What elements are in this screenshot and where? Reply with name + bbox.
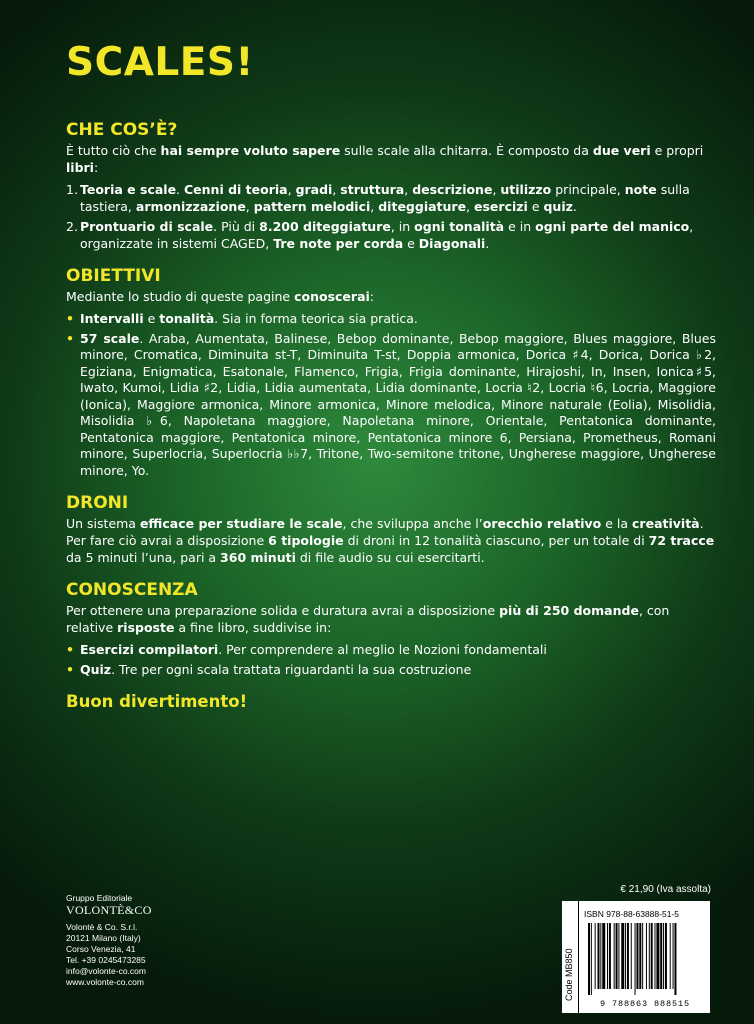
text-run: sulla tastiera, <box>80 182 690 214</box>
text-run: di droni in 12 tonalità ciascuno, per un totale di <box>343 533 649 548</box>
barcode-bar <box>656 923 659 989</box>
barcode-digits: 9 788863 888515 <box>599 999 690 1009</box>
text-run: a fine libro, suddivise in: <box>174 620 332 635</box>
back-cover-content <box>66 120 716 711</box>
text-run: , <box>466 198 475 214</box>
section-obiettivi <box>66 266 716 479</box>
bullet-icon: • <box>66 642 74 657</box>
section-body <box>66 515 716 566</box>
section-heading: OBIETTIVI <box>66 266 161 286</box>
emphasis-text: hai sempre voluto sapere <box>160 143 341 158</box>
text-run: di file audio su cui esercitarti. <box>295 550 485 565</box>
list-item-text <box>80 219 693 251</box>
text-run: . <box>485 235 490 251</box>
section-droni <box>66 493 716 566</box>
text-run: : <box>93 160 99 175</box>
emphasis-text: Teoria e scale <box>80 182 177 197</box>
barcode-bar <box>670 923 671 989</box>
text-run: e <box>403 235 419 251</box>
barcode-bar <box>663 923 664 989</box>
section-che-cose <box>66 120 716 252</box>
section-intro <box>66 142 716 176</box>
emphasis-text: gradi <box>295 182 333 197</box>
barcode-bar <box>621 923 624 989</box>
emphasis-text: risposte <box>117 620 175 635</box>
publisher-line: 20121 Milano (Italy) <box>66 933 141 943</box>
emphasis-text: descrizione <box>412 182 493 197</box>
text-run: Un sistema <box>66 516 140 531</box>
barcode-bar <box>635 923 636 995</box>
barcode-bar <box>598 923 600 989</box>
text-run: . Sia in forma teorica sia pratica. <box>214 311 418 326</box>
text-run: . Per fare ciò avrai a disposizione <box>66 516 704 548</box>
emphasis-text: armonizzazione <box>135 198 246 214</box>
bullet-list <box>66 311 716 479</box>
publisher-line: Corso Venezia, 41 <box>66 944 136 954</box>
book-title: SCALES! <box>66 40 254 85</box>
price-label: € 21,90 (Iva assolta) <box>620 884 711 895</box>
text-run: e propri <box>650 143 704 158</box>
emphasis-text: ogni parte del manico <box>535 219 690 234</box>
emphasis-text: Cenni di teoria <box>184 182 288 197</box>
publisher-line: Tel. +39 0245473285 <box>66 955 146 965</box>
list-number: 2. <box>66 219 78 234</box>
emphasis-text: ogni tonalità <box>414 219 505 234</box>
list-item <box>66 642 716 659</box>
emphasis-text: note <box>624 182 657 197</box>
barcode-bar <box>639 923 641 989</box>
text-run: . Araba, Aumentata, Balinese, Bebop dominante, Bebop maggiore, Blues maggiore, Blues minore, Cromatica, Diminuita st-T, Diminuita T-st, Doppia armonica, Dorica ♯4, Dorica, Dorica ♭2, Egiziana, Enigmatica, Esatonale, Flamenco, Frigia, Frigia dominante, Hirajoshi, In, Insen, Ionica♯5, Iwato, Kumoi, Lidia ♯2, Lidia, Lidia aumentata, Lidia dominante, Locria ♮2, Locria ♮6, Locria, Maggiore (Ionica), Maggiore armonica, Minore armonica, Minore melodica, Minore naturale (Eolia), Misolidia, Misolidia ♭6, Napoletana maggiore, Napoletana minore, Orientale, Pentatonica dominante, Pentatonica maggiore, Pentatonica minore, Pentatonica minore 6, Persiana, Prometheus, Romani minore, Superlocria, Superlocria ♭♭7, Tritone, Two-semitone tritone, Ungherese maggiore, Ungherese minore, Yo. <box>80 330 716 478</box>
text-run: , organizzate in sistemi CAGED, <box>80 219 694 251</box>
numbered-list <box>66 182 716 252</box>
section-intro <box>66 602 716 636</box>
barcode-bar <box>588 923 590 995</box>
emphasis-text: 360 minuti <box>220 550 296 565</box>
list-number: 1. <box>66 182 78 197</box>
product-code-text: Code MB850 <box>564 948 574 1001</box>
emphasis-text: utilizzo <box>500 182 552 197</box>
text-run: , <box>404 182 413 197</box>
barcode-bar <box>616 923 618 989</box>
text-run: : <box>369 289 375 304</box>
text-run: . Per comprendere al meglio le Nozioni fondamentali <box>218 642 547 657</box>
list-item <box>66 219 716 252</box>
text-run: , che sviluppa anche l’ <box>342 516 483 531</box>
emphasis-text: Diagonali <box>418 235 486 251</box>
barcode-box <box>562 901 710 1013</box>
barcode-bar <box>651 923 653 989</box>
list-item-text <box>80 642 547 657</box>
text-run: Per ottenere una preparazione solida e duratura avrai a disposizione <box>66 603 500 618</box>
emphasis-text: Tre note per corda <box>273 235 404 251</box>
barcode-bar <box>614 923 615 989</box>
barcode-bar <box>627 923 629 989</box>
text-run: , in <box>390 219 415 234</box>
text-run: . Tre per ogni scala trattata riguardanti la sua costruzione <box>111 661 472 677</box>
barcode-bar <box>602 923 605 989</box>
publisher-line: Volontè & Co. S.r.l. <box>66 922 138 932</box>
list-item <box>66 662 716 679</box>
text-run: , <box>245 198 254 214</box>
text-run: , <box>492 182 501 197</box>
text-run: e <box>527 198 544 214</box>
list-item <box>66 182 716 215</box>
publisher-line: info@volonte-co.com <box>66 966 146 976</box>
bullet-icon: • <box>66 661 74 677</box>
text-run: , <box>287 182 296 197</box>
text-run: . Più di <box>213 219 260 234</box>
text-run: e <box>143 311 160 326</box>
barcode-bar <box>631 923 632 989</box>
barcode-bar <box>660 923 662 989</box>
section-heading: DRONI <box>66 493 129 513</box>
closing-line: Buon divertimento! <box>66 692 248 711</box>
bullet-icon: • <box>66 330 74 346</box>
barcode-bar <box>595 923 596 989</box>
section-heading: CHE COS’È? <box>66 120 178 140</box>
text-run: , <box>370 198 379 214</box>
emphasis-text: struttura <box>340 182 405 197</box>
product-code <box>562 901 579 1013</box>
barcode-bar <box>609 923 611 989</box>
publisher-info <box>66 893 152 988</box>
emphasis-text: Intervalli <box>80 311 144 326</box>
emphasis-text: due veri <box>592 143 651 158</box>
emphasis-text: pattern melodici <box>253 198 371 214</box>
text-run: Mediante lo studio di queste pagine <box>66 289 295 304</box>
text-run: sulle scale alla chitarra. È composto da <box>340 143 593 158</box>
emphasis-text: Esercizi compilatori <box>80 642 219 657</box>
list-item-text <box>80 662 471 677</box>
section-conoscenza <box>66 580 716 678</box>
emphasis-text: più di 250 domande <box>499 603 639 618</box>
emphasis-text: orecchio relativo <box>482 516 602 531</box>
barcode-bar <box>636 923 638 989</box>
emphasis-text: esercizi <box>474 198 528 214</box>
emphasis-text: 72 tracce <box>648 533 715 548</box>
barcode-bar <box>649 923 650 989</box>
text-run: È tutto ciò che <box>66 143 161 158</box>
barcode-bar <box>665 923 667 989</box>
emphasis-text: 57 scale <box>80 330 140 346</box>
barcode-bar <box>591 923 592 995</box>
barcode-image <box>586 923 704 995</box>
emphasis-text: diteggiature <box>378 198 467 214</box>
list-item-text <box>80 331 716 478</box>
publisher-group: Gruppo Editoriale <box>66 893 133 903</box>
text-run: , con relative <box>66 603 670 635</box>
text-run: da 5 minuti l’una, pari a <box>66 550 221 565</box>
publisher-line: www.volonte-co.com <box>66 977 144 987</box>
text-run: e in <box>504 219 536 234</box>
bullet-icon: • <box>66 311 74 326</box>
text-run: . <box>572 198 577 214</box>
barcode-bar <box>673 923 674 989</box>
list-item <box>66 331 716 480</box>
emphasis-text: 6 tipologie <box>268 533 344 548</box>
barcode-bar <box>625 923 626 989</box>
emphasis-text: Prontuario di scale <box>80 219 214 234</box>
barcode-bar <box>600 923 601 989</box>
barcode-bar <box>618 923 619 989</box>
section-heading: CONOSCENZA <box>66 580 198 600</box>
section-intro <box>66 288 716 305</box>
emphasis-text: 8.200 diteggiature <box>259 219 391 234</box>
publisher-logo: VOLONTÈ&CO <box>66 903 152 917</box>
bullet-list <box>66 642 716 678</box>
barcode-bar <box>607 923 608 989</box>
emphasis-text: Quiz <box>80 661 112 677</box>
barcode-bar <box>674 923 676 995</box>
emphasis-text: quiz <box>543 198 573 214</box>
text-run: e la <box>601 516 633 531</box>
list-item <box>66 311 716 328</box>
emphasis-text: conoscerai <box>294 289 370 304</box>
barcode-bar <box>655 923 656 989</box>
isbn-label: ISBN 978-88-63888-51-5 <box>584 909 679 919</box>
emphasis-text: tonalità <box>159 311 215 326</box>
text-run: , <box>332 182 341 197</box>
barcode-bar <box>642 923 643 989</box>
text-run: . <box>176 182 184 197</box>
list-item-text <box>80 182 690 214</box>
barcode-bar <box>646 923 647 989</box>
list-item-text <box>80 311 418 326</box>
emphasis-text: efficace per studiare le scale <box>139 516 343 531</box>
text-run: principale, <box>551 182 625 197</box>
emphasis-text: libri <box>66 160 94 175</box>
emphasis-text: creatività <box>632 516 700 531</box>
